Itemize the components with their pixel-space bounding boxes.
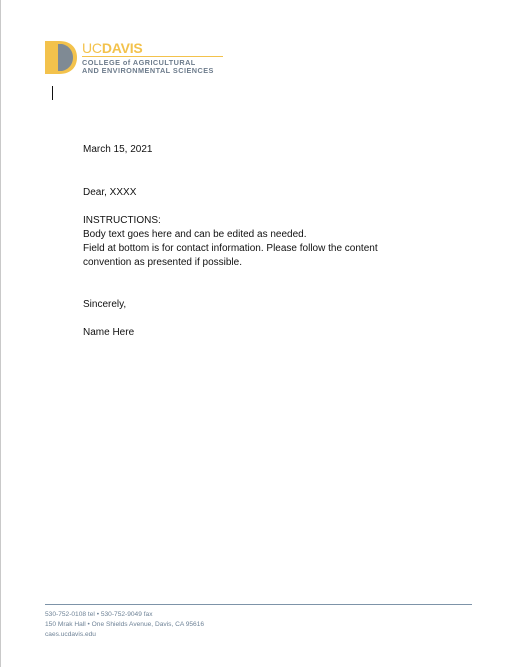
- logo-wordmark: [82, 41, 143, 55]
- logo-divider: [82, 56, 223, 57]
- body-text-line[interactable]: Body text goes here and can be edited as needed.: [83, 229, 307, 240]
- footer-divider: [45, 604, 472, 605]
- ucdavis-caes-logo: [45, 41, 225, 77]
- text-cursor[interactable]: [52, 86, 53, 100]
- body-text-line[interactable]: convention as presented if possible.: [83, 257, 242, 268]
- footer-phone-line[interactable]: 530-752-0108 tel • 530-752-9049 fax: [45, 611, 153, 618]
- uc-davis-logo-mark-icon: [45, 41, 77, 74]
- footer-web-line[interactable]: caes.ucdavis.edu: [45, 631, 96, 638]
- letter-date[interactable]: March 15, 2021: [83, 144, 153, 155]
- body-text-line[interactable]: Field at bottom is for contact information. Please follow the content: [83, 243, 378, 254]
- logo-sciences-line: AND ENVIRONMENTAL SCIENCES: [82, 66, 214, 75]
- logo-uc-text: UC: [82, 40, 102, 56]
- instructions-heading[interactable]: INSTRUCTIONS:: [83, 215, 161, 226]
- letter-salutation[interactable]: Dear, XXXX: [83, 187, 137, 198]
- logo-davis-text: DAVIS: [101, 40, 143, 56]
- page-edge: [0, 0, 1, 667]
- footer-address-line[interactable]: 150 Mrak Hall • One Shields Avenue, Davis, CA 95616: [45, 621, 205, 628]
- letter-signature-name[interactable]: Name Here: [83, 327, 135, 338]
- letter-closing[interactable]: Sincerely,: [83, 299, 127, 310]
- logo-college-line: COLLEGE of AGRICULTURAL: [82, 58, 196, 67]
